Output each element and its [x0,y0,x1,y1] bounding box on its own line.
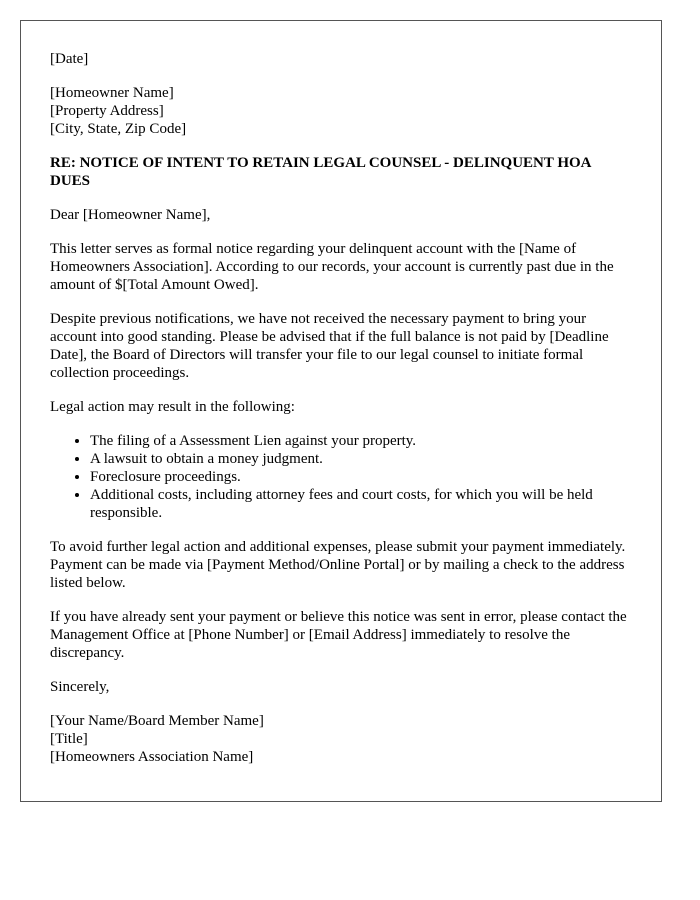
paragraph-legal-action-intro: Legal action may result in the following: [50,399,295,415]
consequences-list [50,432,632,522]
closing: Sincerely, [50,679,110,695]
list-item: • Additional costs, including attorney fees and court costs, for which you will be held responsible. [90,486,632,522]
recipient-city-state-zip: [City, State, Zip Code] [50,121,187,137]
signature-name: [Your Name/Board Member Name] [50,713,264,729]
list-item: • The filing of a Assessment Lien against your property. [90,432,632,450]
letter [20,20,662,802]
signature-title: [Title] [50,731,88,747]
paragraph-warning: Despite previous notifications, we have not received the necessary payment to bring your account into good standing. Please be advised that if the full balance is not paid by [Deadline Date], the Board of Directors will transfer your file to our legal counsel to initiate formal collection proceedings. [50,311,609,381]
recipient-address: [Property Address] [50,103,164,119]
letter-date: [Date] [50,51,89,67]
list-item: • Foreclosure proceedings. [90,468,632,486]
signature-association: [Homeowners Association Name] [50,749,254,765]
paragraph-contact-info: If you have already sent your payment or believe this notice was sent in error, please contact the Management Office at [Phone Number] or [Email Address] immediately to resolve the discrepancy. [50,609,627,661]
signature-block [50,712,632,766]
paragraph-notice: This letter serves as formal notice regarding your delinquent account with the [Name of Homeowners Association]. According to our records, your account is currently past due in the amount of $[Total Amount Owed]. [50,241,614,293]
recipient-name: [Homeowner Name] [50,85,174,101]
paragraph-payment-instructions: To avoid further legal action and additional expenses, please submit your payment immediately. Payment can be made via [Payment Method/Online Portal] or by mailing a check to the address listed below. [50,539,626,591]
salutation: Dear [Homeowner Name], [50,207,211,223]
list-item: • A lawsuit to obtain a money judgment. [90,450,632,468]
date-block [50,50,632,68]
subject-line: RE: NOTICE OF INTENT TO RETAIN LEGAL COUNSEL - DELINQUENT HOA DUES [50,155,591,189]
recipient-address-block [50,84,632,138]
